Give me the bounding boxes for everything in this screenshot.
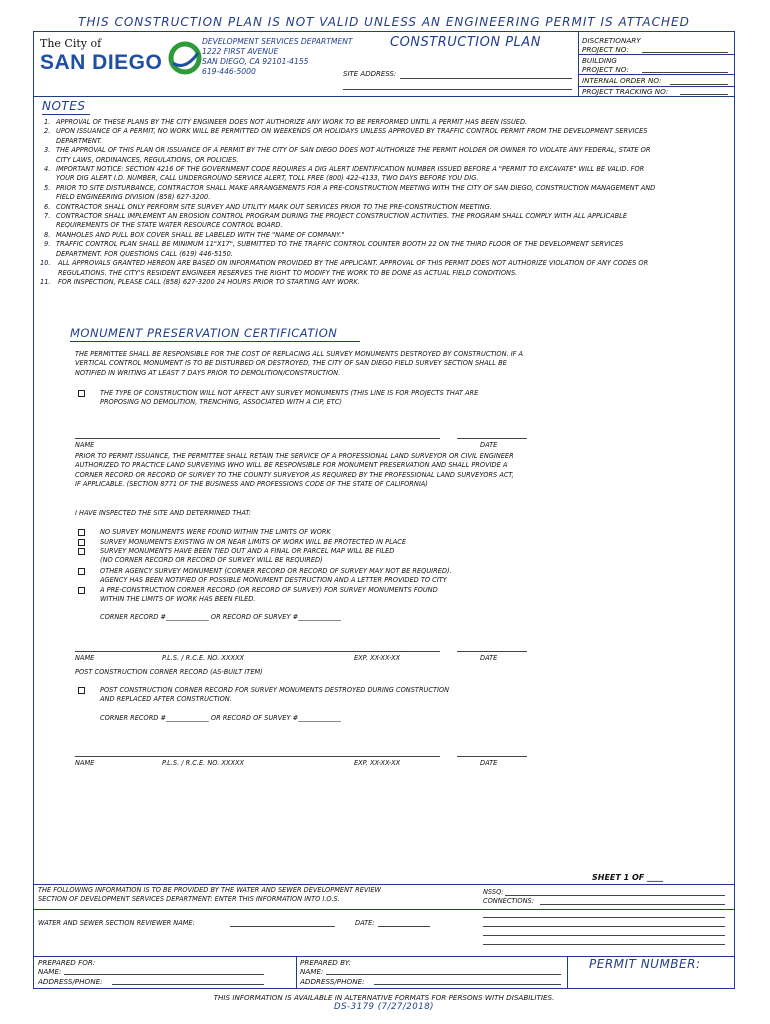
prepared-by-name-line[interactable] <box>326 974 561 975</box>
monument-intro: THE PERMITTEE SHALL BE RESPONSIBLE FOR THE COST OF REPLACING ALL SURVEY MONUMENTS DESTROYED BY CONSTRUCTION. IF A VERTICAL CONTROL MONUMENT IS TO BE DISTURBED OR DESTROYED, THE CITY OF SAN DIEGO FIELD SURVEY SECTION SHALL BE NOTIFIED IN WRITING AT LEAST 7 DAYS PRIOR TO DEMOLITION/CONSTRUCTION. <box>75 350 524 377</box>
note-item <box>44 146 664 165</box>
monument-check-text <box>100 567 520 586</box>
notes-list <box>40 118 664 287</box>
prepared-for <box>38 958 293 986</box>
name-label-2: NAME <box>75 654 95 662</box>
monument-checkbox[interactable] <box>78 539 85 546</box>
note-text: IMPORTANT NOTICE: SECTION 4216 OF THE GOVERNMENT CODE REQUIRES A DIG ALERT IDENTIFICATION NUMBER ISSUED BEFORE A "PERMIT TO EXCAVATE" WILL BE VALID. FOR YOUR DIG ALERT I.D. NUMBER, CALL UNDERGROUND SERVICE ALERT, TOLL FREE (800) 422-4133, TWO DAYS BEFORE YOU DIG. <box>56 165 645 183</box>
internal-order-line[interactable] <box>670 84 728 85</box>
note-item <box>44 184 664 203</box>
prepared-for-name: NAME: <box>38 967 62 977</box>
name-label-1: NAME <box>75 441 95 449</box>
note-number: 8. <box>44 230 51 239</box>
footer-note: THIS INFORMATION IS AVAILABLE IN ALTERNATIVE FORMATS FOR PERSONS WITH DISABILITIES. <box>213 993 555 1002</box>
project-no-label: PROJECT NO: <box>582 45 629 54</box>
exp-label-3: EXP. XX-XX-XX <box>354 759 401 767</box>
exp-label-2: EXP. XX-XX-XX <box>354 654 401 662</box>
connections-label: CONNECTIONS: <box>483 897 534 905</box>
date-line-1[interactable] <box>457 438 527 439</box>
building-label: BUILDING <box>582 56 617 65</box>
note-item <box>44 127 664 146</box>
note-item <box>44 240 664 259</box>
discretionary-project-line[interactable] <box>642 52 728 53</box>
prepared-for-name-line[interactable] <box>64 974 264 975</box>
prepared-by-label: PREPARED BY: <box>300 958 352 967</box>
logo-swoosh-icon <box>168 41 202 75</box>
note-number: 5. <box>44 183 51 192</box>
form-id: DS-3179 (7/27/2018) <box>333 1002 435 1012</box>
site-address-line-2[interactable] <box>343 89 572 90</box>
monument-check-cont: (NO CORNER RECORD OR RECORD OF SURVEY WILL BE REQUIRED) <box>100 556 323 565</box>
post-heading: POST CONSTRUCTION CORNER RECORD (AS-BUILT ITEM) <box>75 668 263 676</box>
note-number: 10. <box>40 259 51 268</box>
date-label-1: DATE <box>480 441 498 449</box>
site-address-label: SITE ADDRESS: <box>343 70 397 78</box>
connections-line-4[interactable] <box>483 935 725 936</box>
note-text: CONTRACTOR SHALL IMPLEMENT AN EROSION CONTROL PROGRAM DURING THE PROJECT CONSTRUCTION ACTIVITIES. THE PROGRAM SHALL COMPLY WITH ALL APPLICABLE REQUIREMENTS OF THE STATE WATER RESOURCE CONTROL BOARD. <box>56 212 628 230</box>
monument-check-text <box>100 547 520 566</box>
prepared-by-address-line[interactable] <box>374 984 561 985</box>
note-item <box>44 118 664 127</box>
note-item <box>44 165 664 184</box>
internal-order-label: INTERNAL ORDER NO: <box>582 76 662 85</box>
monument-checkbox[interactable] <box>78 529 85 536</box>
note-number: 6. <box>44 202 51 211</box>
name-line-1[interactable] <box>75 438 440 439</box>
prepared-for-address-line[interactable] <box>112 984 264 985</box>
department-phone: 619-446-5000 <box>202 67 256 76</box>
site-address-line-1[interactable] <box>400 78 572 79</box>
note-text: MANHOLES AND PULL BOX COVER SHALL BE LABELED WITH THE "NAME OF COMPANY." <box>56 230 345 239</box>
note-text: FOR INSPECTION, PLEASE CALL (858) 627-3200 24 HOURS PRIOR TO STARTING ANY WORK. <box>58 277 360 286</box>
note-number: 2. <box>44 127 51 136</box>
department-name: DEVELOPMENT SERVICES DEPARTMENT <box>202 37 353 46</box>
monument-checkbox[interactable] <box>78 548 85 555</box>
permit-number-label: PERMIT NUMBER: <box>589 957 701 971</box>
prepared-by-name: NAME: <box>300 967 324 977</box>
note-text: TRAFFIC CONTROL PLAN SHALL BE MINIMUM 11"X17", SUBMITTED TO THE TRAFFIC CONTROL COUNTER BOOTH 22 ON THE THIRD FLOOR OF THE DEVELOPMENT SERVICES DEPARTMENT. FOR QUESTIONS CALL (619) 446-5150. <box>56 240 624 258</box>
note-number: 11. <box>40 277 51 286</box>
department-address2: SAN DIEGO, CA 92101-4155 <box>202 57 309 66</box>
monument-heading: MONUMENT PRESERVATION CERTIFICATION <box>70 326 338 340</box>
monument-check-text <box>100 528 520 537</box>
note-number: 1. <box>44 118 51 126</box>
date-label-3: DATE <box>480 759 498 767</box>
top-banner: THIS CONSTRUCTION PLAN IS NOT VALID UNLESS AN ENGINEERING PERMIT IS ATTACHED <box>78 15 690 29</box>
note-text: ALL APPROVALS GRANTED HEREON ARE BASED ON INFORMATION PROVIDED BY THE APPLICANT. APPROVAL OF THIS PERMIT DOES NOT AUTHORIZE VIOLATION OF ANY CODES OR REGULATIONS. THE CITY'S RESIDENT ENGINEER RESERVES THE RIGHT TO MODIFY THE WORK TO BE DONE AS ACTUAL FIELD CONDITIONS. <box>58 259 649 277</box>
monument-check-line: A PRE-CONSTRUCTION CORNER RECORD (OR RECORD OF SURVEY) FOR SURVEY MONUMENTS FOUND <box>100 586 438 594</box>
note-item <box>44 212 664 231</box>
prepared-for-address: ADDRESS/PHONE: <box>38 976 103 986</box>
note-item <box>44 231 664 240</box>
note-number: 9. <box>44 240 51 249</box>
corner-record-1: CORNER RECORD #_____________ OR RECORD OF SURVEY #_____________ <box>100 613 341 621</box>
note-text: UPON ISSUANCE OF A PERMIT, NO WORK WILL BE PERMITTED ON WEEKENDS OR HOLIDAYS UNLESS APPROVED BY TRAFFIC CONTROL PERMIT FROM THE DEVELOPMENT SERVICES DEPARTMENT. <box>56 127 648 145</box>
building-project-no-label: PROJECT NO: <box>582 65 629 74</box>
notes-heading: NOTES <box>42 99 86 113</box>
corner-record-2: CORNER RECORD #_____________ OR RECORD OF SURVEY #_____________ <box>100 714 341 722</box>
discretionary-label: DISCRETIONARY <box>582 36 641 45</box>
pls-label-3: P.L.S. / R.C.E. NO. XXXXX <box>162 759 244 767</box>
monument-check-text <box>100 586 520 605</box>
note-text: APPROVAL OF THESE PLANS BY THE CITY ENGINEER DOES NOT AUTHORIZE ANY WORK TO BE PERFORMED UNTIL A PERMIT HAS BEEN ISSUED. <box>56 118 528 126</box>
city-logo <box>40 37 200 81</box>
water-sewer-info2: SECTION OF DEVELOPMENT SERVICES DEPARTMENT: ENTER THIS INFORMATION INTO I.O.S. <box>38 895 340 904</box>
note-text: CONTRACTOR SHALL ONLY PERFORM SITE SURVEY AND UTILITY MARK OUT SERVICES PRIOR TO THE PRE-CONSTRUCTION MEETING. <box>56 202 492 211</box>
connections-line[interactable] <box>540 904 725 905</box>
connections-line-5[interactable] <box>483 944 725 945</box>
building-project-line[interactable] <box>642 72 728 73</box>
post-check-line2: AND REPLACED AFTER CONSTRUCTION. <box>100 695 232 704</box>
nssq-label: NSSQ: <box>483 888 504 896</box>
note-text: PRIOR TO SITE DISTURBANCE, CONTRACTOR SHALL MAKE ARRANGEMENTS FOR A PRE-CONSTRUCTION MEETING WITH THE CITY OF SAN DIEGO, CONSTRUCTION MANAGEMENT AND FIELD ENGINEERING DIVISION (858) 627-3200. <box>56 183 656 202</box>
monument-check-line: OTHER AGENCY SURVEY MONUMENT (CORNER RECORD OR RECORD OF SURVEY MAY NOT BE REQUIRED). <box>100 567 452 575</box>
inspected-text: I HAVE INSPECTED THE SITE AND DETERMINED THAT: <box>75 509 251 517</box>
monument-check-line: SURVEY MONUMENTS EXISTING IN OR NEAR LIMITS OF WORK WILL BE PROTECTED IN PLACE <box>100 538 407 546</box>
checkbox-post-construction[interactable] <box>78 687 85 694</box>
date-line-3[interactable] <box>457 756 527 757</box>
logo-line1: The City of <box>40 37 102 50</box>
monument-check-line: NO SURVEY MONUMENTS WERE FOUND WITHIN THE LIMITS OF WORK <box>100 528 331 536</box>
connections-line-2[interactable] <box>483 917 725 918</box>
prior-text: PRIOR TO PERMIT ISSUANCE, THE PERMITTEE SHALL RETAIN THE SERVICE OF A PROFESSIONAL LAND SURVEYOR OR CIVIL ENGINEER AUTHORIZED TO PRACTICE LAND SURVEYING WHO WILL BE RESPONSIBLE FOR MONUMENT PRESERVATION AND SHALL PROVIDE A CORNER RECORD OR RECORD OF SURVEY TO THE COUNTY SURVEYOR AS REQUIRED BY THE PROFESSIONAL LAND SURVEYORS ACT, IF APPLICABLE. (SECTION 8771 OF THE BUSINESS AND PROFESSIONS CODE OF THE STATE OF CALIFORNIA) <box>75 452 514 489</box>
pls-label-2: P.L.S. / R.C.E. NO. XXXXX <box>162 654 244 662</box>
date-line-2[interactable] <box>457 651 527 652</box>
note-number: 3. <box>44 146 51 155</box>
reviewer-line[interactable] <box>230 926 335 927</box>
monument-check-cont: WITHIN THE LIMITS OF WORK HAS BEEN FILED. <box>100 595 256 604</box>
reviewer-label: WATER AND SEWER SECTION REVIEWER NAME: <box>38 919 195 927</box>
monument-check-cont: AGENCY HAS BEEN NOTIFIED OF POSSIBLE MONUMENT DESTRUCTION AND A LETTER PROVIDED TO CITY <box>100 576 447 585</box>
monument-check-text <box>100 538 520 547</box>
reviewer-date-label: DATE: <box>355 919 375 927</box>
project-tracking-line[interactable] <box>680 94 728 95</box>
monument-check-line: SURVEY MONUMENTS HAVE BEEN TIED OUT AND A FINAL OR PARCEL MAP WILL BE FILED <box>100 547 395 555</box>
name-line-2[interactable] <box>75 651 440 652</box>
checkbox-no-affect[interactable] <box>78 390 85 397</box>
note-item <box>40 277 664 287</box>
note-item <box>40 259 664 278</box>
sheet-number: SHEET 1 OF ____ <box>592 873 664 882</box>
note-text: THE APPROVAL OF THIS PLAN OR ISSUANCE OF A PERMIT BY THE CITY OF SAN DIEGO DOES NOT AUTHORIZE THE PERMIT HOLDER OR OWNER TO VIOLATE ANY FEDERAL, STATE OR CITY LAWS, ORDINANCES, REGULATIONS, OR POLICIES. <box>56 146 651 164</box>
note-number: 4. <box>44 165 51 174</box>
department-address1: 1222 FIRST AVENUE <box>202 47 279 56</box>
logo-line2: SAN DIEGO <box>40 51 163 74</box>
nssq-line[interactable] <box>505 895 725 896</box>
prepared-by <box>300 958 565 986</box>
date-label-2: DATE <box>480 654 498 662</box>
prepared-by-address: ADDRESS/PHONE: <box>300 976 365 986</box>
water-sewer-info <box>38 886 478 905</box>
prepared-for-label: PREPARED FOR: <box>38 958 96 967</box>
name-label-3: NAME <box>75 759 95 767</box>
note-number: 7. <box>44 212 51 221</box>
doc-title: CONSTRUCTION PLAN <box>390 35 541 50</box>
post-check-line1: POST CONSTRUCTION CORNER RECORD FOR SURVEY MONUMENTS DESTROYED DURING CONSTRUCTION <box>100 686 450 694</box>
post-check-text <box>100 686 520 705</box>
monument-checkbox[interactable] <box>78 587 85 594</box>
reviewer-date-line[interactable] <box>378 926 430 927</box>
connections-line-3[interactable] <box>483 926 725 927</box>
note-item <box>44 203 664 212</box>
check-no-affect-text: THE TYPE OF CONSTRUCTION WILL NOT AFFECT ANY SURVEY MONUMENTS (THIS LINE IS FOR PROJECTS THAT ARE PROPOSING NO DEMOLITION, TRENCHING, ASSOCIATED WITH A CIP, ETC) <box>100 389 479 407</box>
name-line-3[interactable] <box>75 756 440 757</box>
water-sewer-info1: THE FOLLOWING INFORMATION IS TO BE PROVIDED BY THE WATER AND SEWER DEVELOPMENT REVIEW <box>38 886 382 894</box>
monument-checkbox[interactable] <box>78 568 85 575</box>
project-tracking-label: PROJECT TRACKING NO: <box>582 87 669 96</box>
